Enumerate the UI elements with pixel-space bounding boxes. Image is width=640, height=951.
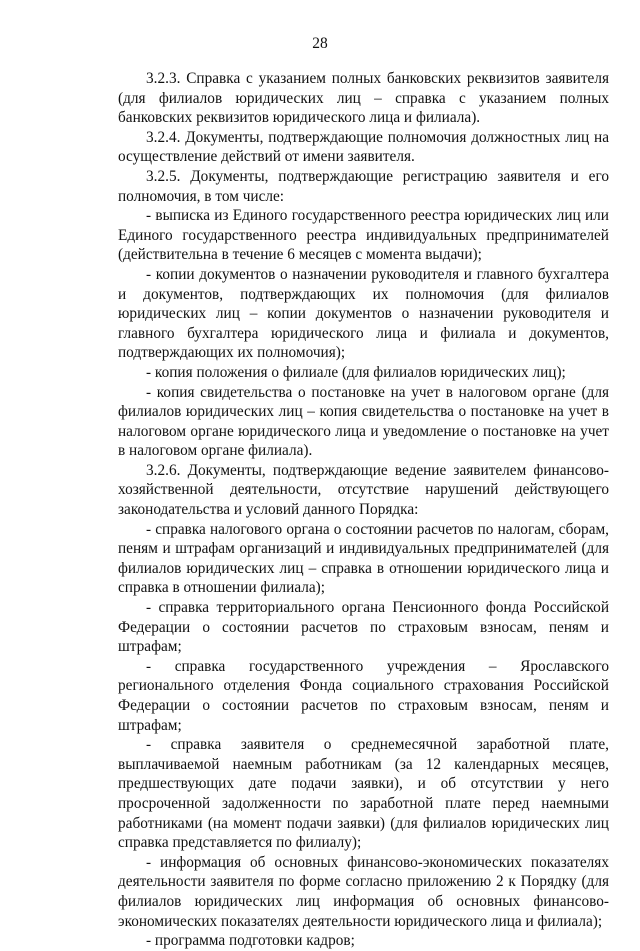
list-item-financial-indicators: - информация об основных финансово-экономических показателях деятельности заявителя по форме согласно приложению 2 к Порядку (для филиалов юридических лиц информация об основных финансово-экономических показателях деятельности юридического лица и филиала);: [118, 853, 609, 930]
list-item-branch-regulation: - копия положения о филиале (для филиалов юридических лиц);: [146, 363, 566, 381]
paragraph-3-2-5: 3.2.5. Документы, подтверждающие регистрацию заявителя и его полномочия, в том числе:: [118, 167, 609, 205]
paragraph-3-2-6: 3.2.6. Документы, подтверждающие ведение заявителем финансово-хозяйственной деятельности, отсутствие нарушений действующего законодательства и условий данного Порядка:: [118, 461, 609, 519]
list-item-pension-fund-certificate: - справка территориального органа Пенсионного фонда Российской Федерации о состоянии расчетов по страховым взносам, пеням и штрафам;: [118, 599, 609, 656]
page-number: 28: [312, 35, 328, 52]
paragraph-3-2-4: 3.2.4. Документы, подтверждающие полномочия должностных лиц на осуществление действий от имени заявителя.: [118, 128, 609, 166]
list-item-social-insurance-certificate: - справка государственного учреждения – Ярославского регионального отделения Фонда социального страхования Российской Федерации о состоянии расчетов по страховым взносам, пеням и штрафам;: [118, 657, 609, 734]
list-item-training-program: - программа подготовки кадров;: [146, 932, 355, 950]
list-item-salary-certificate: - справка заявителя о среднемесячной заработной плате, выплачиваемой наемным работникам (за 12 календарных месяцев, предшествующих дате подачи заявки), и об отсутствии у него просроченной задолженности по заработной плате перед наемными работниками (на момент подачи заявки) (для филиалов юридических лиц справка представляется по филиалу);: [118, 736, 609, 852]
paragraph-3-2-3: 3.2.3. Справка с указанием полных банковских реквизитов заявителя (для филиалов юридических лиц – справка с указанием полных банковских реквизитов юридического лица и филиала).: [118, 70, 609, 127]
list-item-appointment-copies: - копии документов о назначении руководителя и главного бухгалтера и документов, подтверждающих их полномочия (для филиалов юридических лиц – копии документов о назначении руководителя и главного бухгалтера юридического лица и филиала и документов, подтверждающих их полномочия);: [118, 265, 609, 362]
list-item-tax-certificate: - справка налогового органа о состоянии расчетов по налогам, сборам, пеням и штрафам организаций и индивидуальных предпринимателей (для филиалов юридических лиц – справка в отношении юридического лица и справка в отношении филиала);: [118, 520, 609, 597]
list-item-registry-extract: - выписка из Единого государственного реестра юридических лиц или Единого государственного реестра индивидуальных предпринимателей (действительна в течение 6 месяцев с момента выдачи);: [118, 207, 609, 264]
document-body: [118, 69, 609, 951]
list-item-tax-registration: - копия свидетельства о постановке на учет в налоговом органе (для филиалов юридических лиц – копия свидетельства о постановке на учет в налоговом органе юридического лица и уведомление о постановке на учет в налоговом органе филиала).: [118, 383, 609, 460]
